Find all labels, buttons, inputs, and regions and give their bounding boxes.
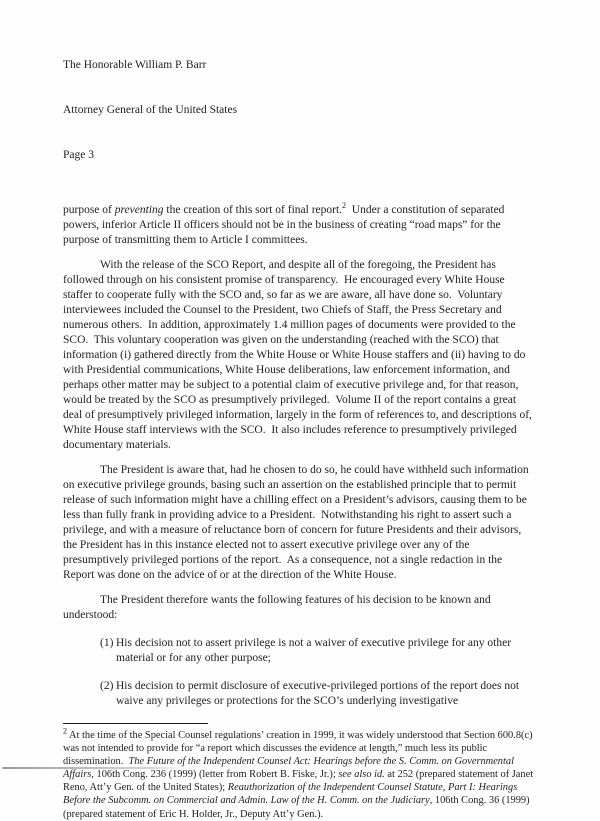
- item-1-text: His decision not to assert privilege is not a waiver of executive privilege for any other material or for any other purpose;: [116, 637, 514, 664]
- page-number-line: Page 3: [63, 149, 94, 161]
- item-2-text: His decision to permit disclosure of executive-privileged portions of the report does not waive any privileges or protections for the SCO’s underlying investigative: [116, 680, 522, 707]
- numbered-item-1: [100, 636, 536, 666]
- footnote-2-text: At the time of the Special Counsel regulations’ creation in 1999, it was widely understood that Section 600.8(c) was not intended to provide for “a report which discusses the evidence at length,” much less its public dissemination. The Future of the Independent Counsel Act: Hearings before the S. Comm. on Governmental Affairs, 106th Cong. 236 (1999) (letter from Robert B. Fiske, Jr.); see also id. at 252 (prepared statement of Janet Reno, Att’y Gen. of the United States); Reauthorization of the Independent Counsel Statute, Part I: Hearings Before the Subcomm. on Commercial and Admin. Law of the H. Comm. on the Judiciary, 106th Cong. 36 (1999) (prepared statement of Eric H. Holder, Jr., Deputy Att’y Gen.).: [63, 730, 536, 820]
- footnote-2: [63, 726, 536, 821]
- footnote-2-marker: 2: [63, 726, 67, 736]
- item-2-marker: (2): [100, 680, 114, 692]
- footnote-separator: [63, 723, 208, 724]
- body-paragraph-1: purpose of preventing the creation of this sort of final report.$^2$ Under a constitution of separated powers, inferior Article II officers should not be in the business of creating “road maps” for the purpose of transmitting them to Article I committees.: [63, 201, 508, 246]
- scan-artifact-line: [2, 767, 185, 769]
- recipient-title-line: Attorney General of the United States: [63, 104, 238, 116]
- item-1-marker: (1): [100, 637, 114, 649]
- recipient-name-line: The Honorable William P. Barr: [63, 59, 207, 71]
- body-paragraph-2: With the release of the SCO Report, and despite all of the foregoing, the President has followed through on his consistent promise of transparency. He encouraged every White House staffer to cooperate fully with the SCO and, so far as we are aware, all have done so. Voluntary interviewees included the Counsel to the President, two Chiefs of Staff, the Press Secretary and numerous others. In addition, approximately 1.4 million pages of documents were provided to the SCO. This voluntary cooperation was given on the understanding (reached with the SCO) that information (i) gathered directly from the White House or White House staffers and (ii) having to do with Presidential communications, White House deliberations, law enforcement information, and perhaps other matter may be subject to a potential claim of executive privilege and, for that reason, would be treated by the SCO as presumptively privileged. Volume II of the report contains a great deal of presumptively privileged information, largely in the form of references to, and descriptions of, White House staff interviews with the SCO. It also includes reference to presumptively privileged documentary materials.: [63, 259, 535, 451]
- numbered-item-2: [100, 679, 536, 709]
- letter-header: [63, 28, 536, 193]
- numbered-list: [100, 636, 536, 709]
- body-paragraph-4: The President therefore wants the following features of his decision to be known and understood:: [63, 594, 494, 621]
- body-paragraph-3: The President is aware that, had he chosen to do so, he could have withheld such information on executive privilege grounds, basing such an assertion on the established principle that to permit release of such information might have a chilling effect on a President’s advisors, causing them to be less than fully frank in providing advice to a President. Notwithstanding his right to assert such a privilege, and with a measure of reluctance born of concern for future Presidents and their advisors, the President has in this instance elected not to assert executive privilege over any of the presumptively privileged portions of the report. As a consequence, not a single redaction in the Report was done on the advice of or at the direction of the White House.: [63, 464, 532, 581]
